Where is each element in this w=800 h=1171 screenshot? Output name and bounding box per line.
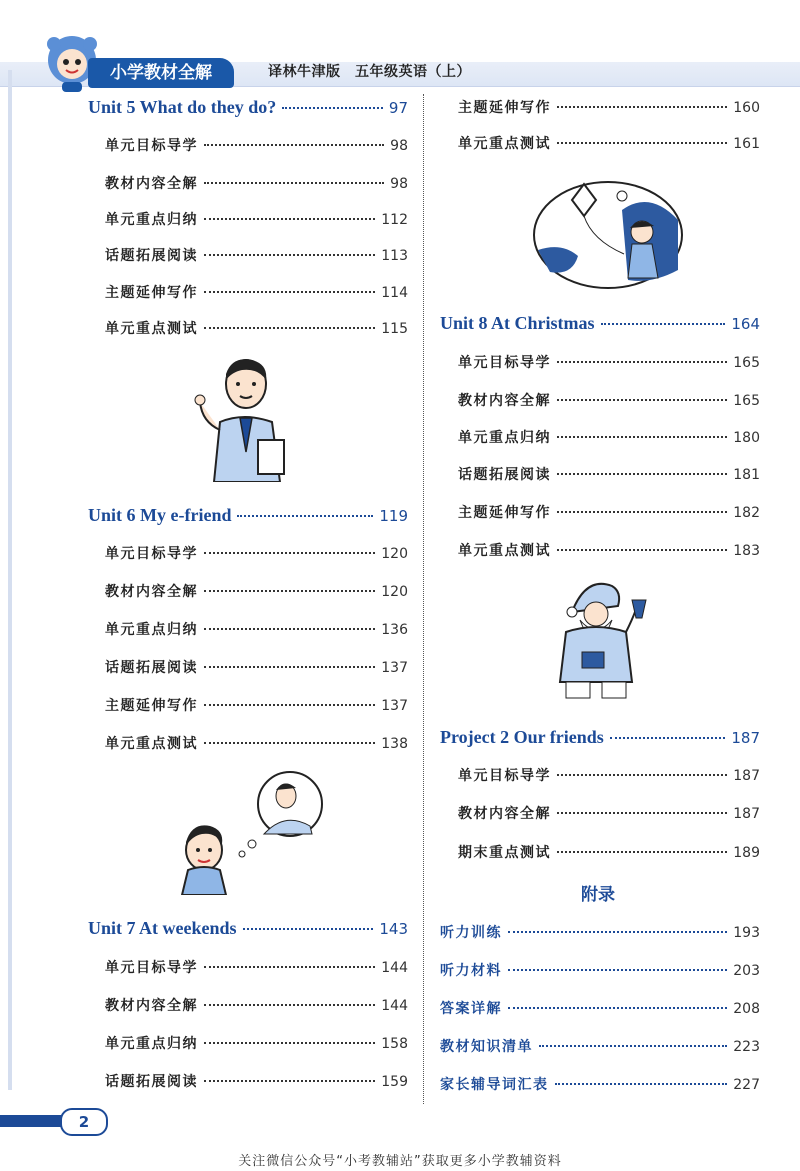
toc-entry-page: 137 <box>381 660 408 676</box>
dot-leader <box>204 704 375 706</box>
dot-leader <box>557 549 727 551</box>
toc-entry-page: 181 <box>733 467 760 483</box>
toc-entry-label: 话题拓展阅读 <box>105 248 198 264</box>
toc-entry-label: 单元重点归纳 <box>105 212 198 228</box>
toc-section-entry <box>105 209 408 229</box>
toc-section-entry <box>105 282 408 302</box>
toc-entry-label: Unit 6 My e-friend <box>88 505 232 525</box>
toc-entry-label: 话题拓展阅读 <box>105 1074 198 1090</box>
toc-section-entry <box>458 842 760 862</box>
page-number: 2 <box>60 1108 108 1136</box>
toc-section-entry <box>105 135 408 155</box>
dot-leader <box>237 515 373 517</box>
toc-entry-label: 教材内容全解 <box>105 584 198 600</box>
appendix-entry <box>440 1036 760 1056</box>
dot-leader <box>204 628 375 630</box>
dot-leader <box>204 291 375 293</box>
dot-leader <box>282 107 383 109</box>
dot-leader <box>557 436 727 438</box>
column-divider <box>423 94 425 1104</box>
brand-title: 小学教材全解 <box>88 58 234 88</box>
toc-entry-label: Unit 8 At Christmas <box>440 313 595 333</box>
footer-note: 关注微信公众号“小考教辅站”获取更多小学教辅资料 <box>238 1154 562 1169</box>
appendix-entry <box>440 1074 760 1094</box>
dot-leader <box>557 812 727 814</box>
toc-entry-label: 答案详解 <box>440 1001 502 1017</box>
dot-leader <box>557 399 727 401</box>
toc-entry-page: 136 <box>381 622 408 638</box>
toc-entry-label: Project 2 Our friends <box>440 727 604 747</box>
toc-entry-page: 120 <box>381 546 408 562</box>
book-subtitle: 译林牛津版 五年级英语（上） <box>268 64 471 80</box>
toc-section-entry <box>105 957 408 977</box>
toc-section-entry <box>458 540 760 560</box>
toc-entry-page: 138 <box>381 736 408 752</box>
toc-section-entry <box>105 695 408 715</box>
toc-section-entry <box>458 464 760 484</box>
toc-entry-label: 单元目标导学 <box>458 768 551 784</box>
toc-entry-label: 主题延伸写作 <box>105 285 198 301</box>
toc-entry-label: 主题延伸写作 <box>105 698 198 714</box>
toc-entry-page: 98 <box>390 138 408 154</box>
toc-entry-label: 单元重点测试 <box>458 543 551 559</box>
toc-entry-page: 223 <box>733 1039 760 1055</box>
toc-entry-page: 113 <box>381 248 408 264</box>
toc-entry-page: 227 <box>733 1077 760 1093</box>
toc-entry-page: 180 <box>733 430 760 446</box>
toc-entry-label: 单元目标导学 <box>458 355 551 371</box>
toc-entry-page: 160 <box>733 100 760 116</box>
dot-leader <box>610 737 726 739</box>
toc-entry-label: 话题拓展阅读 <box>105 660 198 676</box>
toc-section-entry <box>105 657 408 677</box>
man-pointing-illustration <box>192 352 296 482</box>
toc-entry-label: 期末重点测试 <box>458 845 551 861</box>
toc-section-entry <box>458 133 760 153</box>
toc-entry-page: 112 <box>381 212 408 228</box>
toc-section-entry <box>458 502 760 522</box>
dot-leader <box>557 361 727 363</box>
boy-thinking-illustration <box>180 770 330 895</box>
toc-unit-entry <box>440 313 760 334</box>
toc-entry-label: 教材知识清单 <box>440 1039 533 1055</box>
toc-entry-page: 137 <box>381 698 408 714</box>
toc-entry-label: 教材内容全解 <box>458 393 551 409</box>
toc-section-entry <box>458 97 760 117</box>
dot-leader <box>204 1042 375 1044</box>
toc-entry-page: 98 <box>390 176 408 192</box>
toc-entry-label: 单元目标导学 <box>105 546 198 562</box>
dot-leader <box>204 590 375 592</box>
dot-leader <box>204 1080 375 1082</box>
toc-section-entry <box>105 995 408 1015</box>
toc-section-entry <box>458 352 760 372</box>
toc-section-entry <box>105 173 408 193</box>
toc-entry-page: 144 <box>381 960 408 976</box>
toc-unit-entry <box>88 505 408 526</box>
toc-unit-entry <box>440 727 760 748</box>
toc-entry-label: 教材内容全解 <box>458 806 551 822</box>
toc-entry-label: 主题延伸写作 <box>458 100 551 116</box>
toc-entry-label: 单元重点测试 <box>105 321 198 337</box>
toc-entry-page: 165 <box>733 393 760 409</box>
toc-section-entry <box>105 733 408 753</box>
toc-entry-page: 183 <box>733 543 760 559</box>
toc-entry-page: 114 <box>381 285 408 301</box>
toc-entry-page: 143 <box>379 920 408 938</box>
toc-entry-label: 单元目标导学 <box>105 960 198 976</box>
dot-leader <box>508 1007 727 1009</box>
santa-bell-illustration <box>552 572 656 702</box>
toc-entry-label: 主题延伸写作 <box>458 505 551 521</box>
toc-section-entry <box>458 765 760 785</box>
dot-leader <box>557 473 727 475</box>
toc-section-entry <box>105 543 408 563</box>
toc-entry-page: 97 <box>388 99 408 117</box>
dot-leader <box>557 106 727 108</box>
dot-leader <box>539 1045 727 1047</box>
toc-entry-label: 话题拓展阅读 <box>458 467 551 483</box>
dot-leader <box>508 931 727 933</box>
toc-section-entry <box>458 427 760 447</box>
toc-unit-entry <box>88 918 408 939</box>
toc-entry-label: 教材内容全解 <box>105 176 198 192</box>
dot-leader <box>204 144 384 146</box>
toc-entry-page: 164 <box>731 315 760 333</box>
appendix-title: 附录 <box>581 885 615 905</box>
toc-entry-label: 单元重点测试 <box>105 736 198 752</box>
toc-entry-label: 单元目标导学 <box>105 138 198 154</box>
dot-leader <box>204 218 375 220</box>
toc-entry-label: 听力训练 <box>440 925 502 941</box>
dot-leader <box>601 323 726 325</box>
dot-leader <box>204 254 375 256</box>
dot-leader <box>204 666 375 668</box>
toc-section-entry <box>105 318 408 338</box>
dot-leader <box>557 774 727 776</box>
toc-entry-page: 120 <box>381 584 408 600</box>
dot-leader <box>204 966 375 968</box>
kite-girl-illustration <box>532 180 684 290</box>
toc-entry-label: 单元重点归纳 <box>458 430 551 446</box>
toc-entry-label: 家长辅导词汇表 <box>440 1077 549 1093</box>
dot-leader <box>243 928 374 930</box>
dot-leader <box>557 851 727 853</box>
toc-entry-page: 182 <box>733 505 760 521</box>
appendix-entry <box>440 922 760 942</box>
toc-entry-page: 161 <box>733 136 760 152</box>
toc-section-entry <box>105 245 408 265</box>
toc-section-entry <box>458 390 760 410</box>
toc-section-entry <box>105 619 408 639</box>
toc-entry-page: 165 <box>733 355 760 371</box>
dot-leader <box>557 142 727 144</box>
appendix-entry <box>440 998 760 1018</box>
toc-section-entry <box>105 1071 408 1091</box>
toc-entry-label: 单元重点测试 <box>458 136 551 152</box>
toc-section-entry <box>458 803 760 823</box>
toc-entry-label: Unit 5 What do they do? <box>88 97 277 117</box>
toc-section-entry <box>105 1033 408 1053</box>
dot-leader <box>204 1004 375 1006</box>
toc-entry-label: 教材内容全解 <box>105 998 198 1014</box>
toc-section-entry <box>105 581 408 601</box>
dot-leader <box>204 552 375 554</box>
toc-entry-page: 208 <box>733 1001 760 1017</box>
dot-leader <box>204 742 375 744</box>
toc-entry-page: 159 <box>381 1074 408 1090</box>
appendix-entry <box>440 960 760 980</box>
toc-entry-page: 144 <box>381 998 408 1014</box>
toc-entry-label: 单元重点归纳 <box>105 1036 198 1052</box>
toc-entry-label: 单元重点归纳 <box>105 622 198 638</box>
toc-entry-page: 189 <box>733 845 760 861</box>
toc-entry-page: 119 <box>379 507 408 525</box>
page-spine <box>8 70 12 1090</box>
toc-entry-page: 203 <box>733 963 760 979</box>
dot-leader <box>557 511 727 513</box>
dot-leader <box>555 1083 728 1085</box>
dot-leader <box>508 969 727 971</box>
toc-entry-label: 听力材料 <box>440 963 502 979</box>
toc-entry-label: Unit 7 At weekends <box>88 918 237 938</box>
toc-unit-entry <box>88 97 408 118</box>
toc-entry-page: 187 <box>733 768 760 784</box>
toc-entry-page: 193 <box>733 925 760 941</box>
toc-entry-page: 115 <box>381 321 408 337</box>
dot-leader <box>204 327 375 329</box>
toc-entry-page: 158 <box>381 1036 408 1052</box>
toc-entry-page: 187 <box>733 806 760 822</box>
toc-entry-page: 187 <box>731 729 760 747</box>
dot-leader <box>204 182 384 184</box>
